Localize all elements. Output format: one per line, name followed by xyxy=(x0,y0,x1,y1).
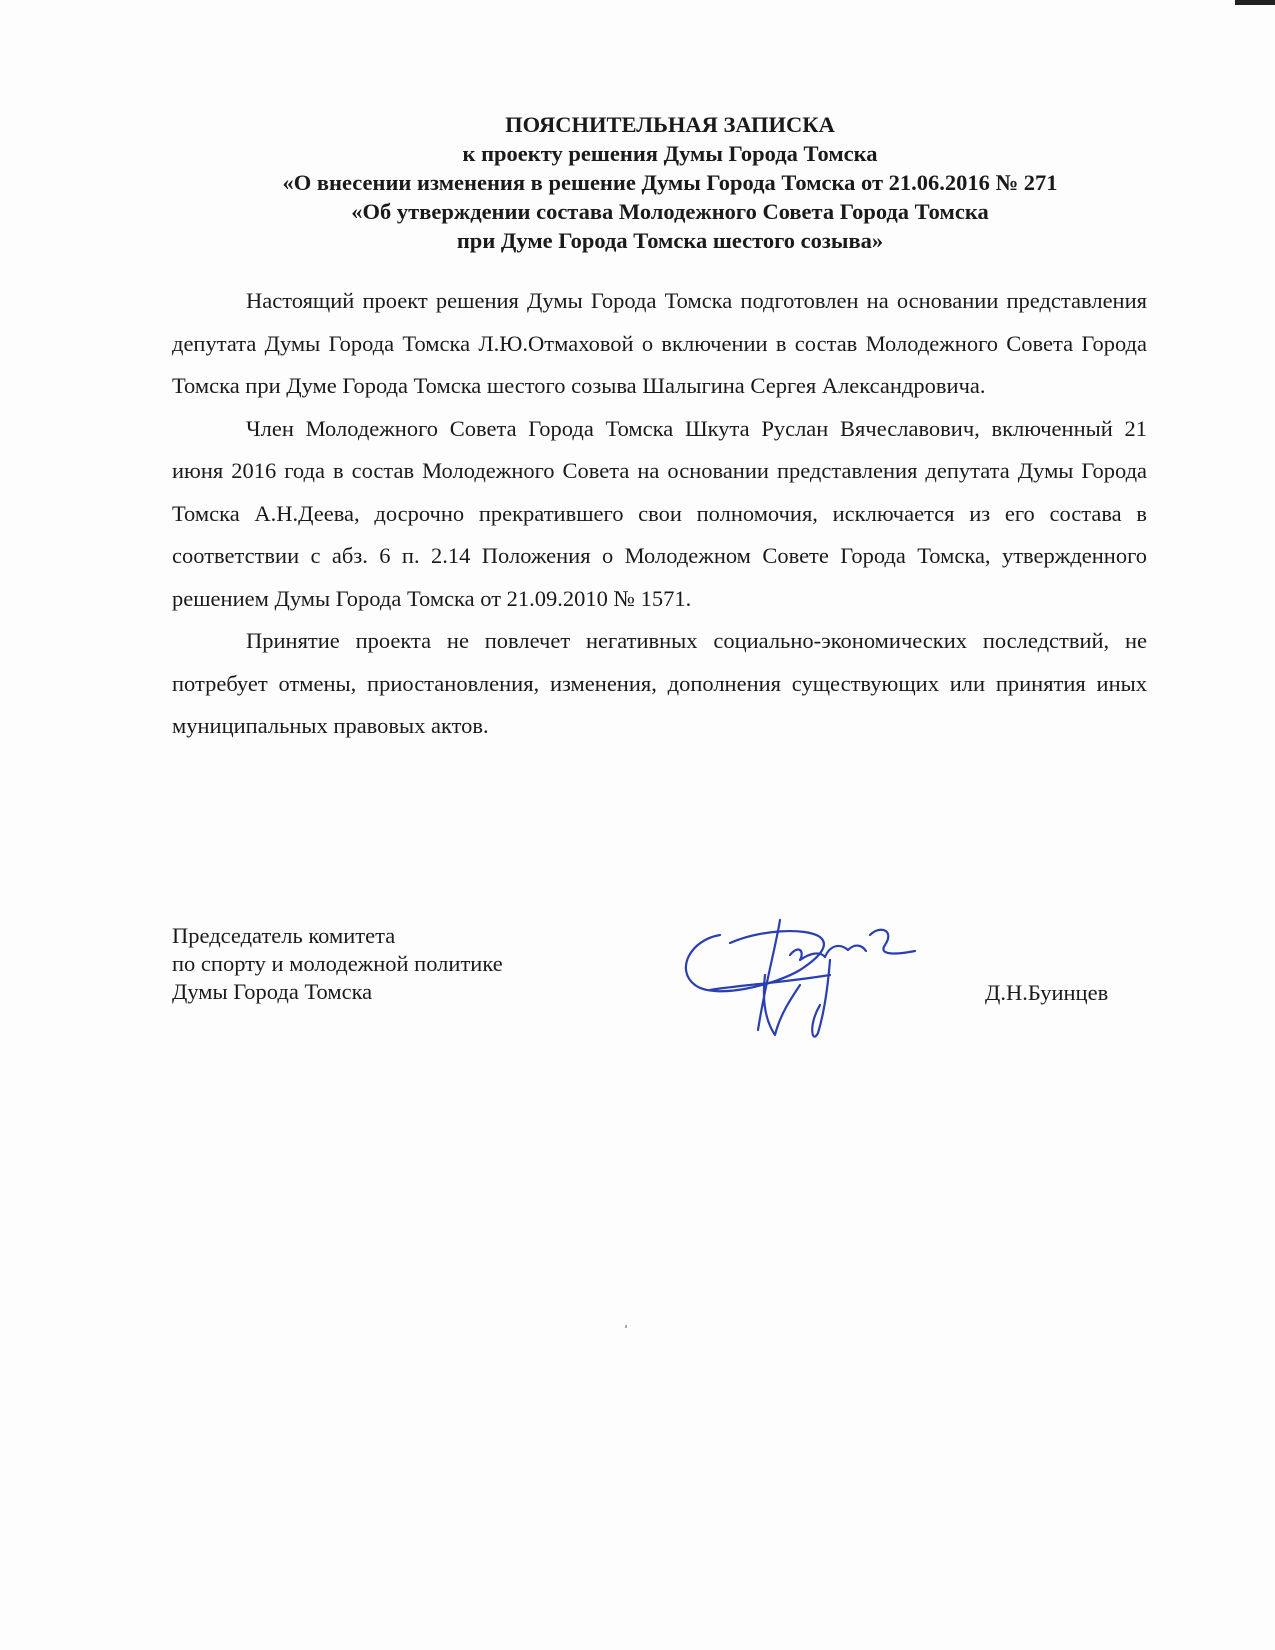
scan-corner-mark xyxy=(1235,0,1275,5)
signature-stroke-3 xyxy=(790,946,866,960)
handwritten-signature xyxy=(680,915,940,1045)
signer-position xyxy=(172,922,503,1006)
document-body xyxy=(172,280,1147,748)
signer-position-line-1: Председатель комитета xyxy=(172,923,396,948)
paragraph-3: Принятие проекта не повлечет негативных социально-экономических последствий, не потребует отмены, приостановления, изменения, дополнения существующих или принятия иных муниципальных правовых актов. xyxy=(172,628,1147,738)
signature-loop xyxy=(686,931,824,991)
signature-stroke-1 xyxy=(758,920,780,1030)
signature-stroke-4 xyxy=(812,960,830,1037)
title-line-2: к проекту решения Думы Города Томска xyxy=(462,141,878,166)
signer-name: Д.Н.Буинцев xyxy=(985,980,1109,1005)
signer-position-line-2: по спорту и молодежной политике xyxy=(172,951,503,976)
title-line-4: «Об утверждении состава Молодежного Совета Города Томска xyxy=(351,199,989,224)
signer-position-line-3: Думы Города Томска xyxy=(172,979,373,1004)
title-line-3: «О внесении изменения в решение Думы Города Томска от 21.06.2016 № 271 xyxy=(282,170,1058,195)
title-line-1: ПОЯСНИТЕЛЬНАЯ ЗАПИСКА xyxy=(505,112,835,137)
scan-speck xyxy=(625,1325,627,1328)
paragraph-2: Член Молодежного Совета Города Томска Шкута Руслан Вячеславович, включенный 21 июня 2016 года в состав Молодежного Совета на основании представления депутата Думы Города Томска А.Н.Деева, досрочно прекратившего свои полномочия, исключается из его состава в соответствии с абз. 6 п. 2.14 Положения о Молодежном Совете Города Томска, утвержденного решением Думы Города Томска от 21.09.2010 № 1571. xyxy=(172,415,1147,611)
document-title xyxy=(200,110,1140,255)
title-line-5: при Думе Города Томска шестого созыва» xyxy=(456,228,884,253)
signature-tail xyxy=(870,930,915,954)
paragraph-1: Настоящий проект решения Думы Города Томска подготовлен на основании представления депутата Думы Города Томска Л.Ю.Отмаховой о включении в состав Молодежного Совета Города Томска при Думе Города Томска шестого созыва Шалыгина Сергея Александровича. xyxy=(172,288,1147,398)
signature-stroke-2 xyxy=(710,975,830,990)
